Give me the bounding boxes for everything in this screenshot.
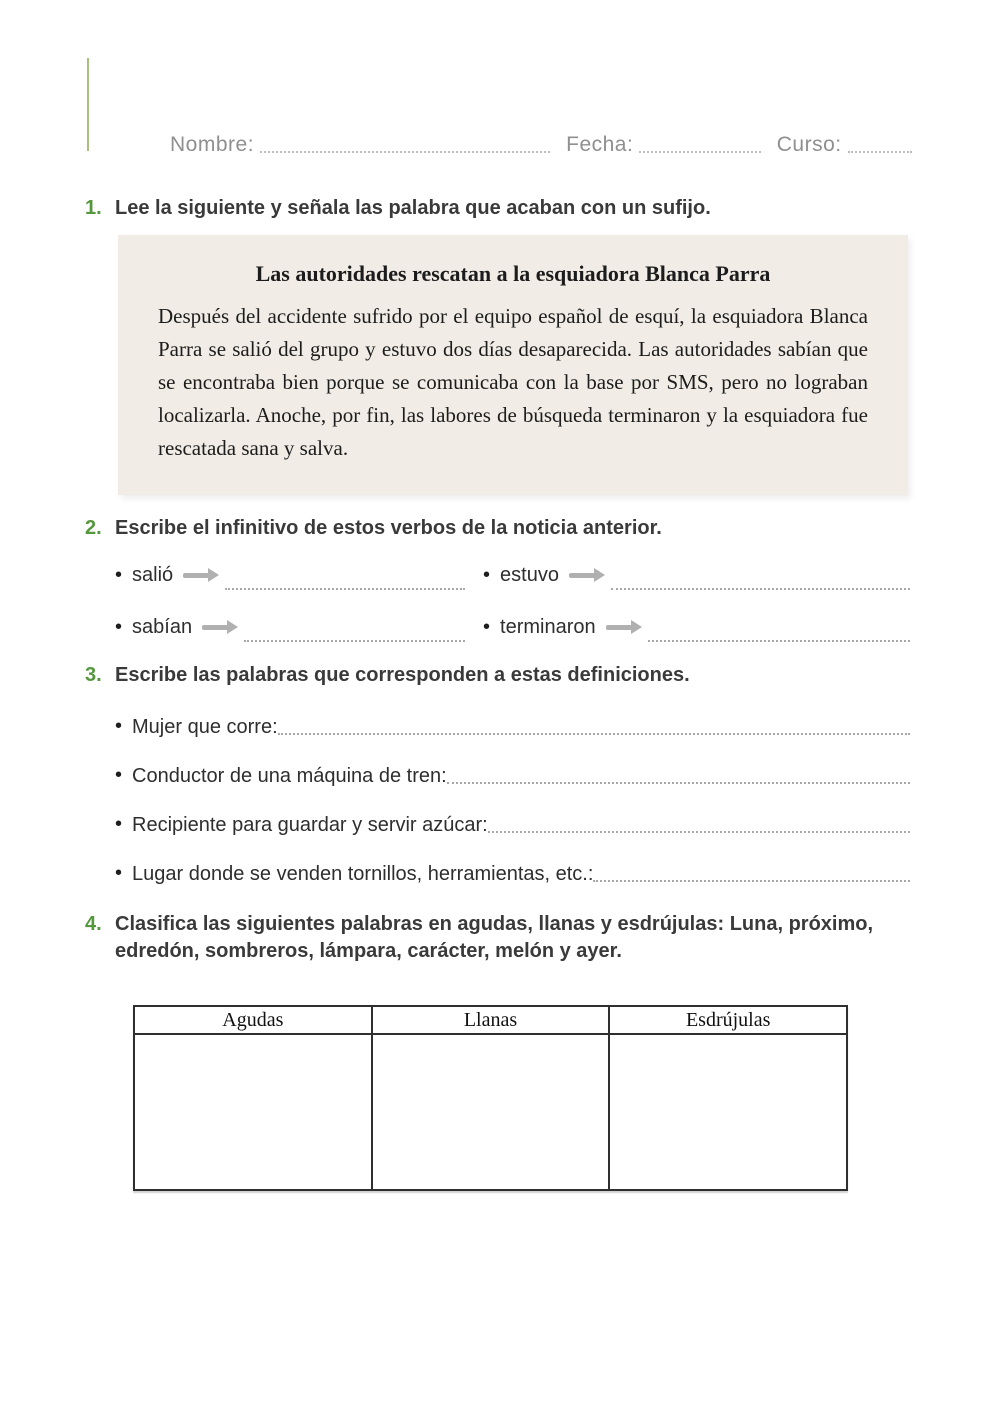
right-arrow-icon xyxy=(183,573,209,578)
exercise-3-number: 3. xyxy=(85,664,102,686)
definition-label: • Mujer que corre: xyxy=(132,716,278,738)
fecha-label: Fecha: xyxy=(566,133,634,156)
definition-row xyxy=(115,836,910,885)
definition-row xyxy=(115,689,910,738)
exercise-1-title: Lee la siguiente y señala las palabra que acaban con un sufijo. xyxy=(115,197,711,219)
right-arrow-icon xyxy=(569,573,595,578)
exercise-2-heading xyxy=(85,515,905,542)
verb-item-sabian xyxy=(115,612,465,642)
column-header-esdrujulas: Esdrújulas xyxy=(609,1006,847,1034)
exercise-4-number: 4. xyxy=(85,913,102,935)
curso-label: Curso: xyxy=(776,133,842,156)
column-header-llanas: Llanas xyxy=(372,1006,610,1034)
answer-cell-esdrujulas[interactable] xyxy=(609,1034,847,1190)
definition-answer-line[interactable] xyxy=(593,880,910,882)
classification-table-header-row xyxy=(134,1006,847,1034)
definition-row xyxy=(115,787,910,836)
news-article-box xyxy=(118,235,908,495)
definition-answer-line[interactable] xyxy=(447,782,910,784)
definition-answer-line[interactable] xyxy=(278,733,910,735)
verb-label: • salió xyxy=(132,563,174,586)
verb-item-terminaron xyxy=(483,612,910,642)
exercise-2-number: 2. xyxy=(85,517,102,539)
right-arrow-icon xyxy=(606,625,632,630)
curso-field xyxy=(777,134,912,155)
nombre-field xyxy=(170,134,550,155)
verb-item-estuvo xyxy=(483,560,910,590)
news-article-body: Después del accidente sufrido por el equipo español de esquí, la esquiadora Blanca Parra se salió del grupo y estuvo dos días desaparecida. Las autoridades sabían que se encontraba bien porque se comunicaba con la base por SMS, pero no lograban localizarla. Anoche, por fin, las labores de búsqueda terminaron y la esquiadora fue rescatada sana y salva. xyxy=(158,304,868,460)
verb-answer-line[interactable] xyxy=(244,640,465,642)
exercise-1-heading xyxy=(85,195,905,222)
definition-label: • Recipiente para guardar y servir azúcar: xyxy=(132,814,488,836)
exercise-3-title: Escribe las palabras que corresponden a estas definiciones. xyxy=(115,664,690,686)
right-arrow-icon xyxy=(202,625,228,630)
verb-answer-line[interactable] xyxy=(611,588,910,590)
verb-label: • terminaron xyxy=(500,615,596,638)
verb-item-salio xyxy=(115,560,465,590)
verb-answer-line[interactable] xyxy=(648,640,910,642)
definition-answer-line[interactable] xyxy=(488,831,910,833)
fecha-answer-line[interactable] xyxy=(639,151,760,153)
fecha-field xyxy=(566,134,761,155)
decorative-green-line xyxy=(87,58,89,151)
answer-cell-llanas[interactable] xyxy=(372,1034,610,1190)
exercise-2-title: Escribe el infinitivo de estos verbos de la noticia anterior. xyxy=(115,517,662,539)
curso-answer-line[interactable] xyxy=(848,151,912,153)
verbs-list xyxy=(115,560,910,642)
news-article-title: Las autoridades rescatan a la esquiadora Blanca Parra xyxy=(255,261,771,286)
exercise-4-heading xyxy=(85,911,905,965)
definition-row xyxy=(115,738,910,787)
classification-table xyxy=(133,1005,848,1191)
verb-label: • estuvo xyxy=(500,563,559,586)
definition-label: • Lugar donde se venden tornillos, herramientas, etc.: xyxy=(132,863,594,885)
definitions-list xyxy=(115,689,910,885)
definition-label: • Conductor de una máquina de tren: xyxy=(132,765,447,787)
nombre-label: Nombre: xyxy=(170,133,255,156)
nombre-answer-line[interactable] xyxy=(260,151,550,153)
exercise-3-heading xyxy=(85,662,905,689)
exercise-1-number: 1. xyxy=(85,197,102,219)
classification-table-answer-row xyxy=(134,1034,847,1190)
column-header-agudas: Agudas xyxy=(134,1006,372,1034)
exercise-4-title: Clasifica las siguientes palabras en agudas, llanas y esdrújulas: Luna, próximo, edredón, sombreros, lámpara, carácter, melón y ayer. xyxy=(115,913,874,962)
verb-answer-line[interactable] xyxy=(225,588,465,590)
answer-cell-agudas[interactable] xyxy=(134,1034,372,1190)
verb-label: • sabían xyxy=(132,615,193,638)
student-info-header xyxy=(170,134,912,155)
